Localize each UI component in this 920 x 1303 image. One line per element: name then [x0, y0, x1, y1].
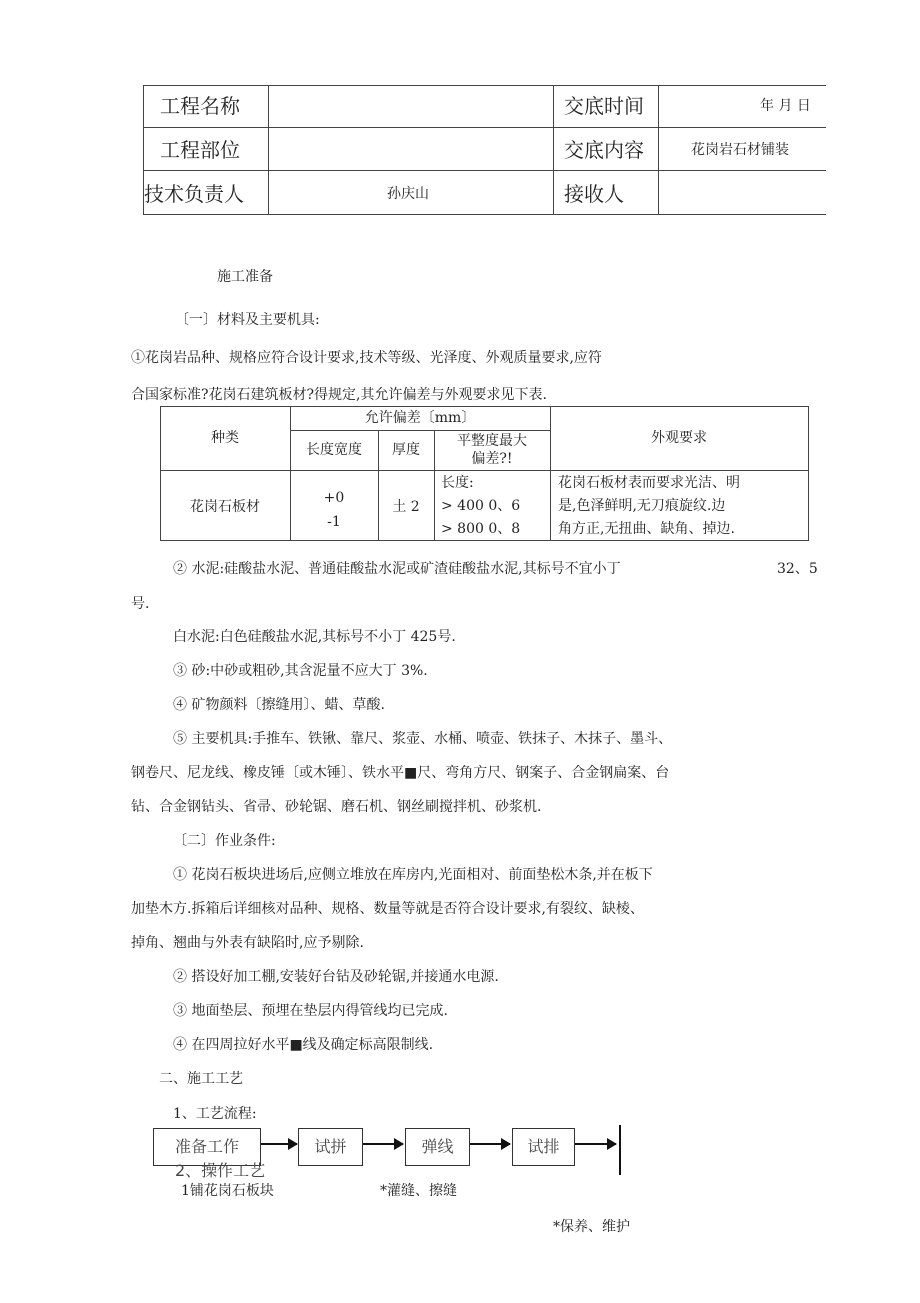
- cell-type: 花岗石板材: [190, 499, 260, 515]
- flow-end-bar: [619, 1125, 621, 1175]
- paragraph-line: 合国家标准?花岗石建筑板材?得规定,其允许偏差与外观要求见下表.: [131, 387, 547, 403]
- paragraph-line: ④ 在四周拉好水平■线及确定标高限制线.: [173, 1037, 434, 1053]
- tech-lead-label: 技术负责人: [144, 182, 244, 206]
- cell-appearance: 角方正,无扭曲、缺角、掉边.: [558, 521, 735, 537]
- flow-arrow: [261, 1143, 297, 1145]
- header-flatness: 平整度最大: [457, 433, 527, 449]
- flow-step-prepare: 准备工作: [153, 1128, 261, 1166]
- cell-appearance: 是,色泽鲜明,无刀痕旋纹.边: [558, 498, 726, 514]
- operation-title: 2、操作工艺: [175, 1161, 266, 1180]
- handover-time-label: 交底时间: [564, 94, 644, 118]
- tech-lead-value[interactable]: 孙庆山: [387, 186, 429, 202]
- paragraph-line: ② 搭设好加工棚,安装好台钻及砂轮锯,并接通水电源.: [173, 969, 499, 985]
- paragraph-line: 钢卷尺、尼龙线、橡皮锤〔或木锤〕、铁水平■尺、弯角方尺、钢案子、合金钢扁案、台: [131, 765, 670, 781]
- paragraph-line: 加垫木方.拆箱后详细核对品种、规格、数量等就是否符合设计要求,有裂纹、缺棱、: [131, 901, 644, 917]
- paragraph-line: ② 水泥:硅酸盐水泥、普通硅酸盐水泥或矿渣硅酸盐水泥,其标号不宜小丁: [173, 561, 621, 577]
- project-part-label: 工程部位: [160, 138, 240, 162]
- paragraph-line: ①花岗岩品种、规格应符合设计要求,技术等级、光泽度、外观质量要求,应符: [131, 350, 602, 366]
- paragraph-line: ③ 砂:中砂或粗砂,其含泥量不应大丁 3%.: [173, 663, 428, 679]
- section-title-preparation: 施工准备: [217, 269, 273, 285]
- cell-flatness: > 800 0、8: [441, 521, 521, 537]
- cell-flatness: 长度:: [441, 475, 474, 491]
- handover-time-value[interactable]: 年 月 日: [760, 98, 811, 114]
- paragraph-line: 钻、合金钢钻头、省帚、砂轮锯、磨石机、钢丝刷搅拌机、砂浆机.: [131, 799, 542, 815]
- step-pave: 1铺花岗石板块: [181, 1183, 274, 1199]
- flow-step-trial-fit: 试拼: [298, 1128, 363, 1166]
- flow-step-snap-line: 弹线: [405, 1128, 470, 1166]
- header-appearance: 外观要求: [651, 430, 707, 446]
- flow-title: 1、工艺流程:: [173, 1106, 257, 1122]
- paragraph-line: ④ 矿物颜料〔擦缝用〕、蜡、草酸.: [173, 697, 385, 713]
- paragraph-line: ⑤ 主要机具:手推车、铁锹、靠尺、浆壶、水桶、喷壶、铁抹子、木抹子、墨斗、: [173, 731, 673, 747]
- tolerance-table: [160, 406, 809, 541]
- header-thickness: 厚度: [392, 442, 420, 458]
- header-table: [143, 85, 826, 215]
- subsection-materials: 〔一〕材料及主要机具:: [175, 312, 320, 328]
- subsection-conditions: 〔二〕作业条件:: [173, 833, 276, 849]
- section-title-process: 二、施工工艺: [159, 1071, 243, 1087]
- project-name-label: 工程名称: [160, 94, 240, 118]
- cell-length-width: +0: [323, 490, 345, 506]
- cell-length-width: -1: [327, 514, 341, 530]
- header-length-width: 长度宽度: [306, 442, 362, 458]
- step-grout: *灌缝、擦缝: [380, 1183, 457, 1199]
- cell-thickness: 土 2: [392, 499, 420, 515]
- paragraph-line: 白水泥:白色硅酸盐水泥,其标号不小丁 425号.: [173, 629, 456, 645]
- header-flatness: 偏差?!: [471, 451, 513, 467]
- receiver-label: 接收人: [564, 182, 624, 206]
- cement-grade: 32、5: [777, 561, 818, 577]
- paragraph-line: ③ 地面垫层、预埋在垫层内得管线均已完成.: [173, 1003, 448, 1019]
- flow-arrow: [575, 1143, 616, 1145]
- paragraph-line: 号.: [131, 596, 150, 612]
- flow-arrow: [363, 1143, 403, 1145]
- paragraph-line: 掉角、翘曲与外表有缺陷时,应予剔除.: [131, 935, 364, 951]
- cell-flatness: > 400 0、6: [441, 498, 521, 514]
- flow-step-trial-layout: 试排: [512, 1128, 575, 1166]
- handover-content-label: 交底内容: [564, 138, 644, 162]
- flow-arrow: [470, 1143, 510, 1145]
- paragraph-line: ① 花岗石板块进场后,应侧立堆放在库房内,光面相对、前面垫松木条,并在板下: [173, 867, 653, 883]
- header-tolerance: 允许偏差〔mm〕: [364, 410, 476, 426]
- handover-content-value[interactable]: 花岗岩石材铺装: [691, 142, 789, 158]
- step-maintain: *保养、维护: [553, 1219, 630, 1235]
- header-type: 种类: [211, 430, 239, 446]
- cell-appearance: 花岗石板材表而要求光洁、明: [558, 475, 740, 491]
